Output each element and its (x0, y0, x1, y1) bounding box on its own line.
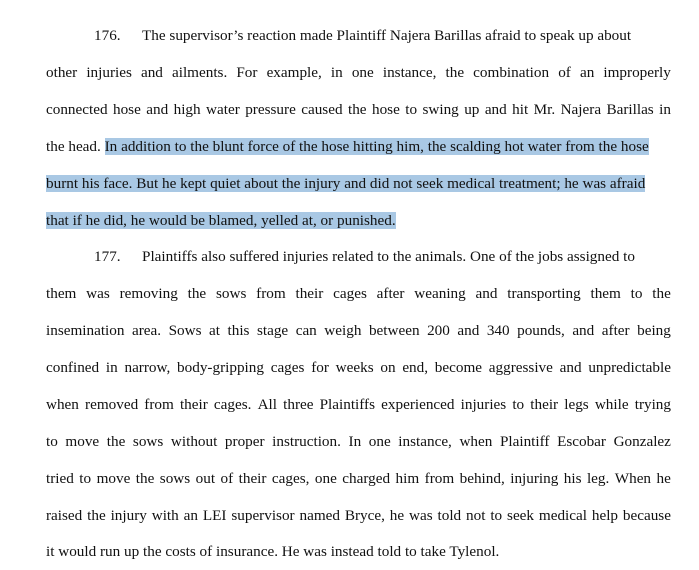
word: while (594, 396, 629, 413)
word: named (299, 507, 340, 524)
word: proper (224, 433, 265, 450)
highlighted-text: In addition to the blunt force of the hose hitting him, the scalding hot water from the hose (104, 138, 649, 155)
plain-text: the head. (46, 138, 105, 155)
word: was (409, 507, 433, 524)
word: three (283, 396, 314, 413)
paragraph-177-line-3 (46, 321, 671, 341)
word: cages (270, 359, 305, 376)
word: aggressive (488, 359, 553, 376)
word: their (530, 396, 559, 413)
word: sows (215, 285, 247, 302)
word: to (79, 470, 92, 487)
word: Gonzalez (613, 433, 671, 450)
word: his (563, 470, 582, 487)
word: help (591, 507, 619, 524)
word: without (170, 433, 218, 450)
word: ailments. (172, 64, 228, 81)
word: the (652, 285, 671, 302)
word: removing (119, 285, 178, 302)
word: In (348, 433, 362, 450)
word: not (466, 507, 486, 524)
paragraph-176-line-5 (46, 174, 671, 194)
word: connected (46, 101, 108, 118)
word: in (330, 64, 343, 81)
paragraph-number-177: 177. (94, 248, 121, 265)
paragraph-177-line-1 (94, 247, 671, 267)
word: stage (256, 322, 289, 339)
word: because (622, 507, 671, 524)
word: them (590, 285, 621, 302)
word: and (484, 101, 507, 118)
word: and (559, 359, 582, 376)
word: instruction. (272, 433, 341, 450)
word: to (490, 507, 503, 524)
word: and (146, 101, 169, 118)
paragraph-176-line-2 (46, 63, 671, 83)
paragraph-176-line-1 (94, 26, 671, 46)
word: raised (46, 507, 83, 524)
word: the (87, 507, 106, 524)
word: in (105, 359, 118, 376)
word: their (179, 396, 208, 413)
word: cages. (213, 396, 252, 413)
word: behind, (459, 470, 505, 487)
word: removed (85, 396, 139, 413)
word: pressure (245, 101, 296, 118)
word: trying (634, 396, 671, 413)
paragraph-177-line-9 (46, 542, 671, 562)
word: sows (132, 433, 164, 450)
word: their (295, 285, 324, 302)
word: pounds, (517, 322, 565, 339)
paragraph-177-line-2 (46, 284, 671, 304)
word: to (512, 396, 525, 413)
word: Bryce, (344, 507, 385, 524)
word: combination (473, 64, 550, 81)
word: All (257, 396, 277, 413)
word: narrow, (124, 359, 171, 376)
word: them (46, 285, 77, 302)
word: between (368, 322, 420, 339)
word: weigh (324, 322, 362, 339)
word: to (630, 285, 643, 302)
word: the (347, 101, 367, 118)
word: one (314, 470, 337, 487)
word: unpredictable (588, 359, 671, 376)
word: cages (333, 285, 367, 302)
word: body-gripping (177, 359, 264, 376)
word: tried (46, 470, 74, 487)
paragraph-text-line: it would run up the costs of insurance. He was instead told to take Tylenol. (46, 543, 500, 560)
word: hose (371, 101, 400, 118)
word: improperly (603, 64, 671, 81)
word: he (389, 507, 405, 524)
highlighted-text: that if he did, he would be blamed, yelled at, or punished. (46, 212, 396, 229)
word: LEI (202, 507, 227, 524)
paragraph-177-line-4 (46, 358, 671, 378)
paragraph-176-line-3 (46, 100, 671, 120)
paragraph-177-line-7 (46, 469, 671, 489)
word: from (256, 285, 286, 302)
word: this (227, 322, 250, 339)
word: confined (46, 359, 100, 376)
word: end, (402, 359, 429, 376)
word: become (434, 359, 483, 376)
paragraph-text-line: Plaintiffs also suffered injuries related to the animals. One of the jobs assigned to (142, 248, 635, 265)
word: When (614, 470, 652, 487)
word: after (601, 322, 630, 339)
paragraph-177-line-5 (46, 395, 671, 415)
word: legs (564, 396, 589, 413)
word: seek (507, 507, 535, 524)
word: transporting (507, 285, 581, 302)
word: instance, (382, 64, 437, 81)
word: on (380, 359, 396, 376)
highlighted-text: burnt his face. But he kept quiet about the injury and did not seek medical treatment; he was afraid (46, 175, 646, 192)
paragraph-177-line-8 (46, 506, 671, 526)
word: cages, (271, 470, 310, 487)
word: insemination (46, 322, 125, 339)
word: instance, (398, 433, 452, 450)
word: Mr. (533, 101, 556, 118)
word: caused (301, 101, 343, 118)
word: the (106, 433, 126, 450)
word: injuring (510, 470, 559, 487)
word: of (558, 64, 571, 81)
word: high (173, 101, 201, 118)
word: sows (159, 470, 191, 487)
word: charged (342, 470, 391, 487)
word: and (140, 64, 163, 81)
word: Escobar (557, 433, 606, 450)
word: water (206, 101, 240, 118)
word: experienced (381, 396, 455, 413)
word: Sows (168, 322, 202, 339)
word: being (637, 322, 671, 339)
word: an (579, 64, 595, 81)
word: can (295, 322, 317, 339)
word: from (144, 396, 174, 413)
word: example, (266, 64, 322, 81)
word: Plaintiff (499, 433, 550, 450)
word: Plaintiffs (319, 396, 376, 413)
word: their (238, 470, 267, 487)
word: to (405, 101, 418, 118)
word: with (151, 507, 179, 524)
word: the (445, 64, 465, 81)
paragraph-text-line (46, 138, 649, 155)
word: was (86, 285, 110, 302)
word: up (464, 101, 480, 118)
word: he (656, 470, 671, 487)
word: one (368, 433, 391, 450)
word: him (395, 470, 420, 487)
word: and (475, 285, 498, 302)
word: when (46, 396, 79, 413)
word: when (459, 433, 493, 450)
word: after (376, 285, 405, 302)
paragraph-177-line-6 (46, 432, 671, 452)
word: the (135, 470, 155, 487)
paragraph-number-176: 176. (94, 27, 121, 44)
word: hose (112, 101, 141, 118)
word: from (424, 470, 455, 487)
word: hit (512, 101, 529, 118)
paragraph-176-line-4 (46, 137, 671, 157)
word: Barillas (606, 101, 654, 118)
word: injuries (86, 64, 132, 81)
word: to (46, 433, 58, 450)
word: of (220, 470, 234, 487)
word: told (437, 507, 462, 524)
word: area. (131, 322, 162, 339)
word: 200 (427, 322, 450, 339)
word: weeks (335, 359, 374, 376)
word: Najera (560, 101, 602, 118)
word: for (311, 359, 329, 376)
word: leg. (586, 470, 610, 487)
word: injury (110, 507, 147, 524)
word: at (209, 322, 220, 339)
word: in (659, 101, 671, 118)
word: out (195, 470, 216, 487)
word: other (46, 64, 78, 81)
word: swing (422, 101, 459, 118)
word: 340 (486, 322, 510, 339)
word: one (351, 64, 374, 81)
paragraph-text-line: The supervisor’s reaction made Plaintiff Najera Barillas afraid to speak up about (142, 27, 632, 44)
word: weaning (414, 285, 466, 302)
word: the (187, 285, 207, 302)
paragraph-176-line-6 (46, 211, 671, 231)
word: an (183, 507, 198, 524)
word: injuries (460, 396, 507, 413)
word: supervisor (231, 507, 295, 524)
word: medical (538, 507, 587, 524)
word: move (65, 433, 100, 450)
word: For (236, 64, 258, 81)
word: and (457, 322, 480, 339)
word: move (96, 470, 131, 487)
word: and (572, 322, 595, 339)
